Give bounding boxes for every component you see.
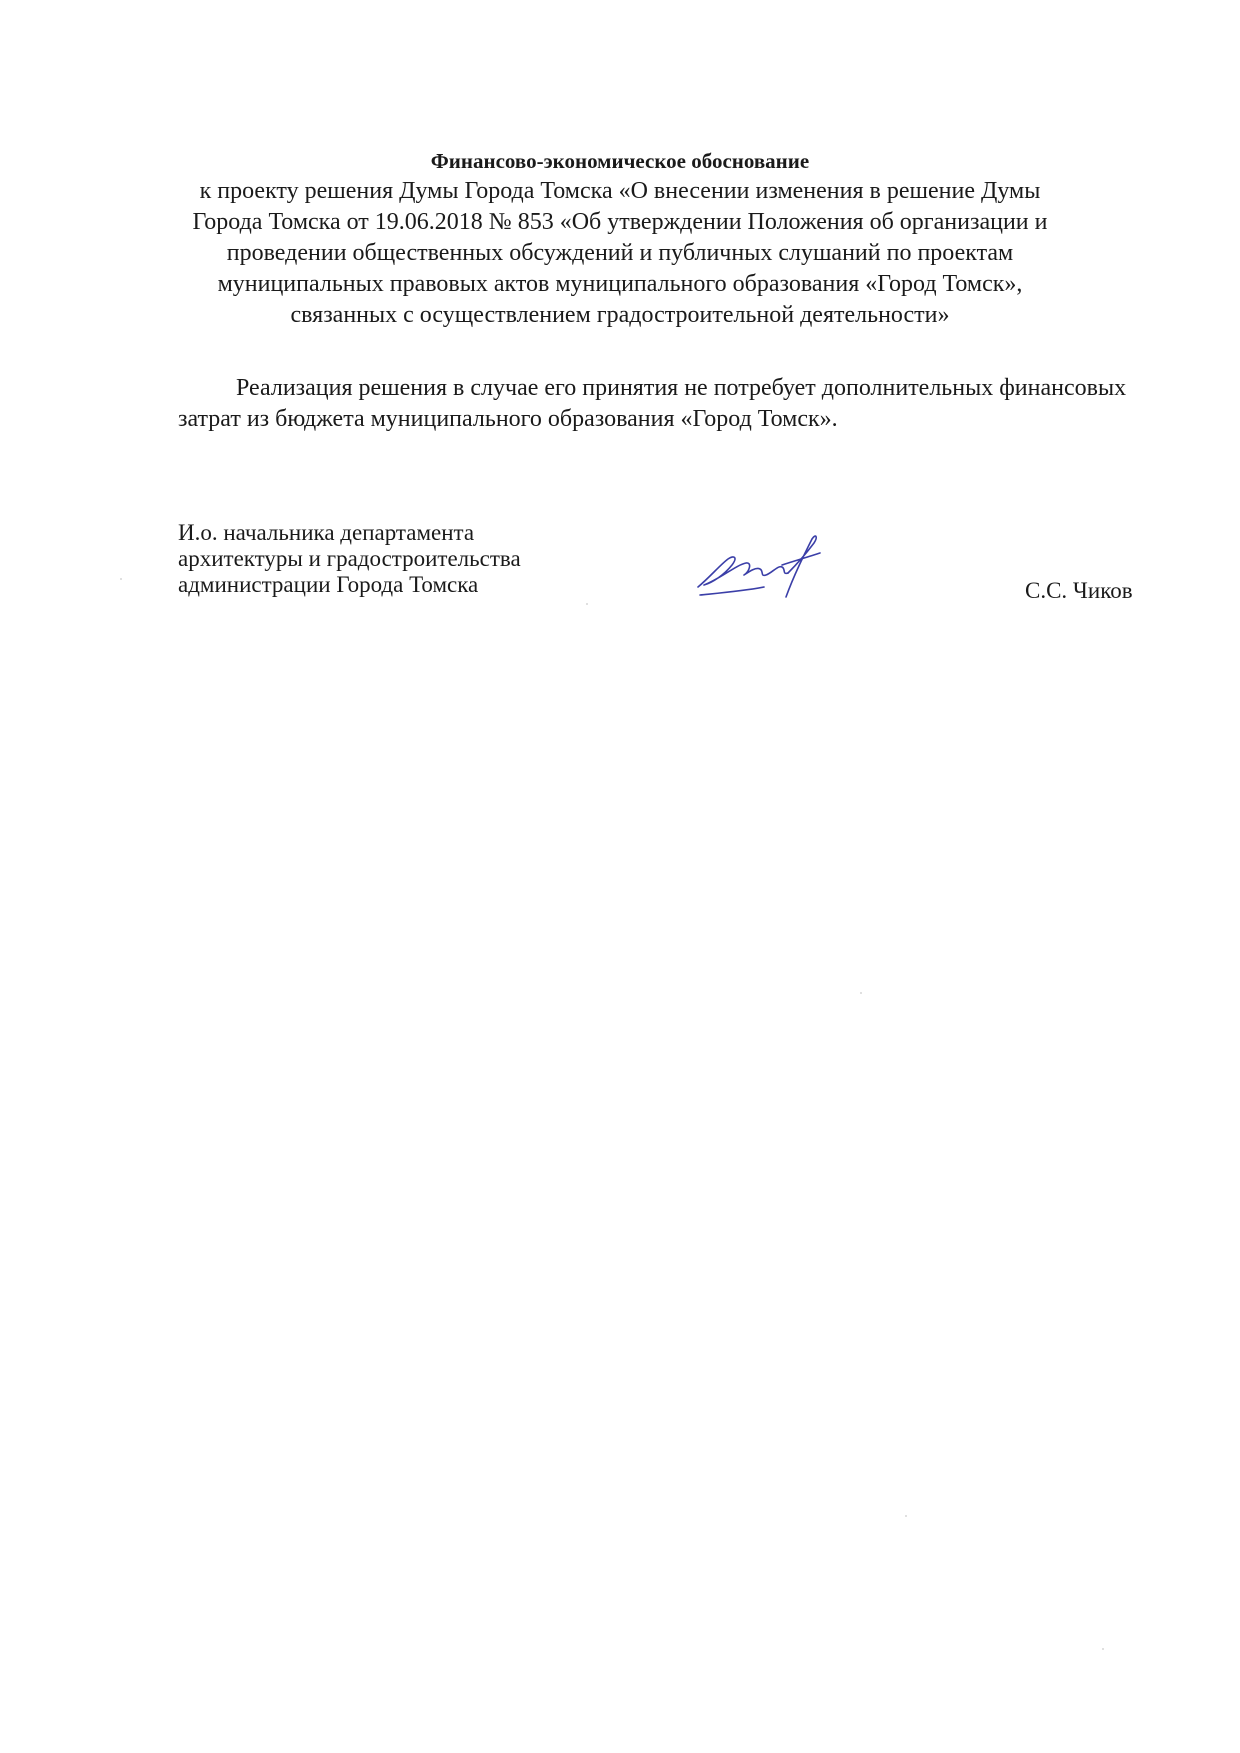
body-line: Реализация решения в случае его принятия не потребует дополнительных финансовых (236, 375, 1127, 401)
handwritten-signature-icon (690, 515, 860, 605)
position-line: архитектуры и градостроительства (178, 546, 521, 571)
scan-speck (905, 1515, 907, 1517)
body-paragraph (178, 373, 1158, 435)
scan-speck (860, 992, 862, 994)
position-line: И.о. начальника департамента (178, 520, 475, 545)
title-block (150, 146, 1090, 331)
subtitle-line: проведении общественных обсуждений и публичных слушаний по проектам (226, 240, 1014, 266)
position-line: администрации Города Томска (178, 572, 479, 597)
signer-name: С.С. Чиков (1025, 578, 1133, 603)
subtitle-line: связанных с осуществлением градостроительной деятельности» (290, 302, 950, 328)
body-line: затрат из бюджета муниципального образования «Город Томск». (178, 406, 838, 432)
subtitle-line: к проекту решения Думы Города Томска «О внесении изменения в решение Думы (199, 178, 1041, 204)
document-title: Финансово-экономическое обоснование (430, 149, 810, 173)
scan-speck (1102, 1648, 1104, 1650)
subtitle-line: Города Томска от 19.06.2018 № 853 «Об утверждении Положения об организации и (192, 209, 1048, 235)
signatory-position (178, 520, 521, 598)
subtitle-line: муниципальных правовых актов муниципального образования «Город Томск», (217, 271, 1023, 297)
signature-strokes (698, 536, 820, 597)
scan-speck (586, 603, 588, 605)
scan-speck (120, 578, 122, 580)
